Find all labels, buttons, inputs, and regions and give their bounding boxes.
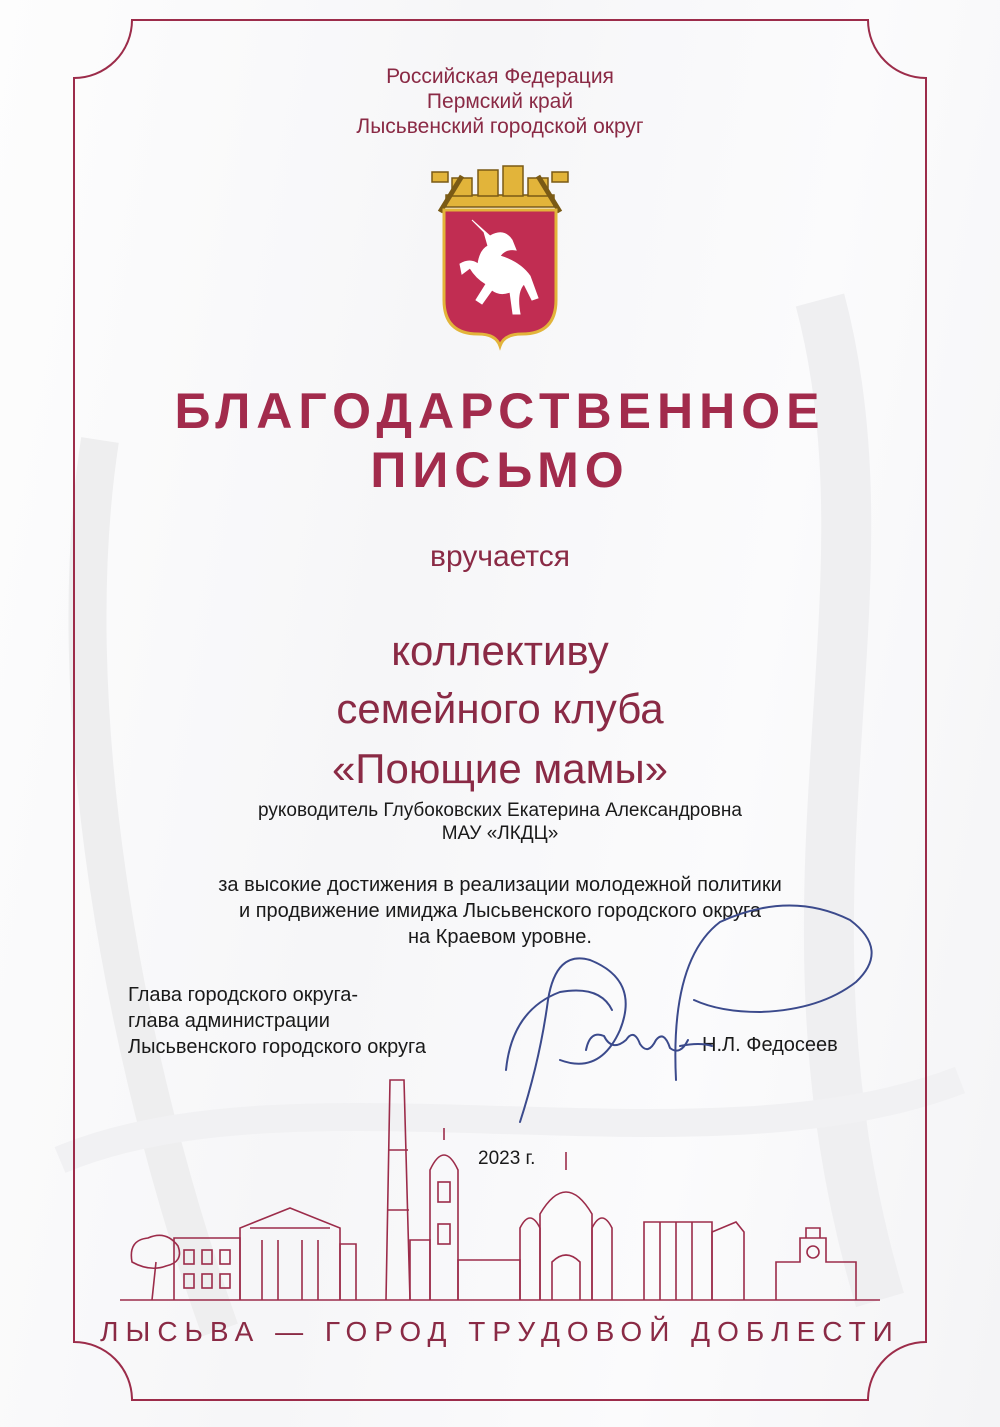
- recipient-line1: коллективу: [391, 627, 609, 674]
- signatory-title-line2: глава администрации: [128, 1010, 330, 1032]
- recipient-line2: семейного клуба: [336, 685, 664, 732]
- city-slogan: ЛЫСЬВА — ГОРОД ТРУДОВОЙ ДОБЛЕСТИ: [100, 1316, 900, 1347]
- signatory-title-line3: Лысьвенского городского округа: [128, 1036, 426, 1058]
- reason-line1: за высокие достижения в реализации молодежной политики: [218, 874, 782, 896]
- recipient-line3: «Поющие мамы»: [331, 745, 669, 792]
- reason-line2: и продвижение имиджа Лысьвенского городского округа: [238, 900, 761, 922]
- issue-year: 2023 г.: [478, 1148, 536, 1169]
- reason-line3: на Краевом уровне.: [408, 926, 592, 948]
- signatory-title-line1: Глава городского округа-: [128, 984, 359, 1006]
- country-line: Российская Федерация: [386, 65, 614, 88]
- awarded-label: вручается: [430, 540, 570, 573]
- organization-line: МАУ «ЛКДЦ»: [441, 823, 559, 844]
- document-title-line1: БЛАГОДАРСТВЕННОЕ: [174, 383, 826, 439]
- region-line: Пермский край: [426, 90, 574, 113]
- document-title-line2: ПИСЬМО: [370, 442, 630, 498]
- leader-line: руководитель Глубоковских Екатерина Александровна: [258, 800, 742, 821]
- district-line: Лысьвенский городской округ: [356, 115, 644, 138]
- signatory-name: Н.Л. Федосеев: [702, 1034, 838, 1056]
